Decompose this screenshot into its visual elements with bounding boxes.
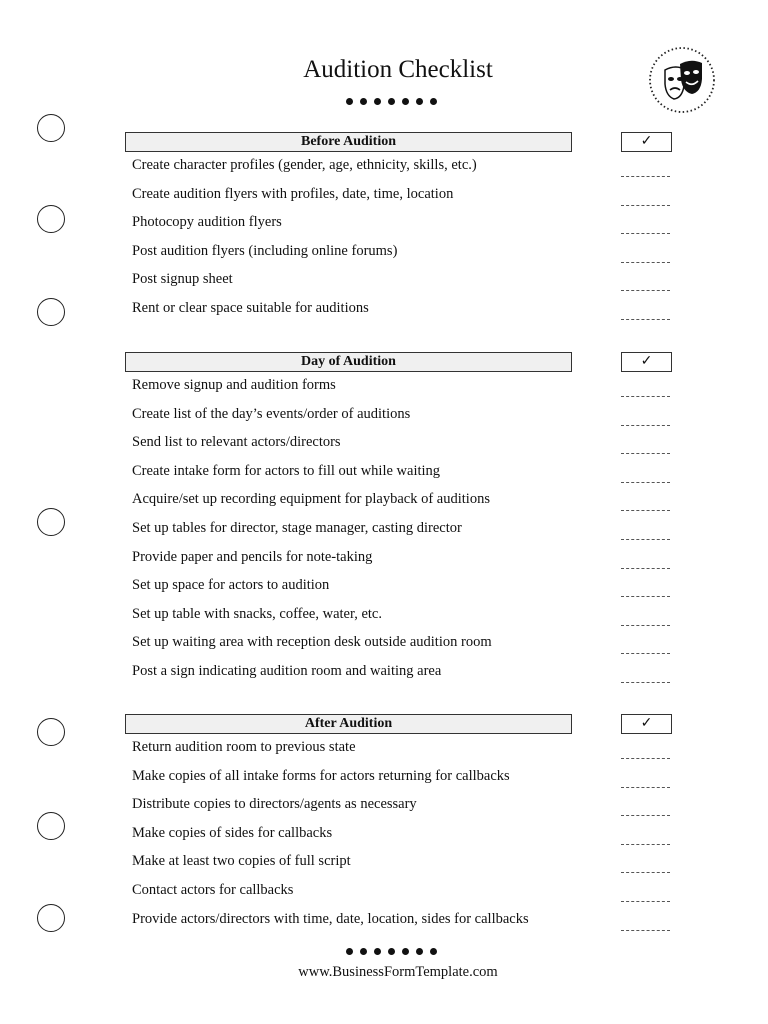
section-heading: After Audition <box>125 714 572 734</box>
check-column-header: ✓ <box>621 352 672 372</box>
checklist-item: Send list to relevant actors/directors <box>132 434 341 451</box>
checklist-item: Post signup sheet <box>132 271 233 288</box>
checklist-item: Set up waiting area with reception desk outside audition room <box>132 634 492 651</box>
decorative-dots-top <box>346 98 444 105</box>
binder-hole <box>37 508 65 536</box>
check-field[interactable] <box>621 682 670 683</box>
check-field[interactable] <box>621 787 670 788</box>
checklist-item: Photocopy audition flyers <box>132 214 282 231</box>
footer-url[interactable]: www.BusinessFormTemplate.com <box>298 964 498 980</box>
checklist-item: Make at least two copies of full script <box>132 853 351 870</box>
section-heading: Before Audition <box>125 132 572 152</box>
checklist-item: Create list of the day’s events/order of auditions <box>132 405 411 422</box>
binder-hole <box>37 114 65 142</box>
checklist-item: Create intake form for actors to fill out while waiting <box>132 462 441 479</box>
checklist-item: Make copies of sides for callbacks <box>132 824 333 841</box>
section-heading: Day of Audition <box>125 352 572 372</box>
checklist-item: Create character profiles (gender, age, ethnicity, skills, etc.) <box>132 157 477 173</box>
check-field[interactable] <box>621 290 670 291</box>
checklist-item: Remove signup and audition forms <box>132 377 336 393</box>
checklist-item: Contact actors for callbacks <box>132 882 294 898</box>
check-field[interactable] <box>621 844 670 845</box>
checklist-item: Post audition flyers (including online forums) <box>132 242 398 259</box>
binder-hole <box>37 298 65 326</box>
binder-hole <box>37 718 65 746</box>
check-field[interactable] <box>621 901 670 902</box>
check-field[interactable] <box>621 396 670 397</box>
check-field[interactable] <box>621 815 670 816</box>
checklist-item: Set up table with snacks, coffee, water, etc. <box>132 605 382 622</box>
check-field[interactable] <box>621 568 670 569</box>
checklist-item: Provide actors/directors with time, date, location, sides for callbacks <box>132 910 529 927</box>
check-field[interactable] <box>621 205 670 206</box>
check-field[interactable] <box>621 319 670 320</box>
check-field[interactable] <box>621 482 670 483</box>
binder-hole <box>37 904 65 932</box>
checklist-item: Provide paper and pencils for note-taking <box>132 548 373 565</box>
checklist-item: Post a sign indicating audition room and waiting area <box>132 663 442 679</box>
checklist-item: Return audition room to previous state <box>132 739 356 755</box>
checklist-item: Create audition flyers with profiles, date, time, location <box>132 185 454 202</box>
checklist-item: Distribute copies to directors/agents as necessary <box>132 796 417 813</box>
decorative-dots-bottom <box>346 948 444 955</box>
check-field[interactable] <box>621 930 670 931</box>
check-field[interactable] <box>621 453 670 454</box>
checklist-item: Acquire/set up recording equipment for playback of auditions <box>132 491 490 508</box>
check-field[interactable] <box>621 176 670 177</box>
checklist-item: Set up tables for director, stage manager, casting director <box>132 520 462 536</box>
check-field[interactable] <box>621 758 670 759</box>
check-field[interactable] <box>621 425 670 426</box>
check-field[interactable] <box>621 625 670 626</box>
page-title: Audition Checklist <box>303 56 493 83</box>
checklist-item: Set up space for actors to audition <box>132 577 330 594</box>
binder-hole <box>37 205 65 233</box>
check-field[interactable] <box>621 653 670 654</box>
check-column-header: ✓ <box>621 132 672 152</box>
theater-masks-icon <box>648 46 716 114</box>
checklist-item: Make copies of all intake forms for actors returning for callbacks <box>132 767 510 784</box>
check-field[interactable] <box>621 262 670 263</box>
check-field[interactable] <box>621 510 670 511</box>
binder-hole <box>37 812 65 840</box>
check-field[interactable] <box>621 539 670 540</box>
checklist-item: Rent or clear space suitable for auditions <box>132 300 369 316</box>
check-column-header: ✓ <box>621 714 672 734</box>
check-field[interactable] <box>621 596 670 597</box>
check-field[interactable] <box>621 233 670 234</box>
check-field[interactable] <box>621 872 670 873</box>
